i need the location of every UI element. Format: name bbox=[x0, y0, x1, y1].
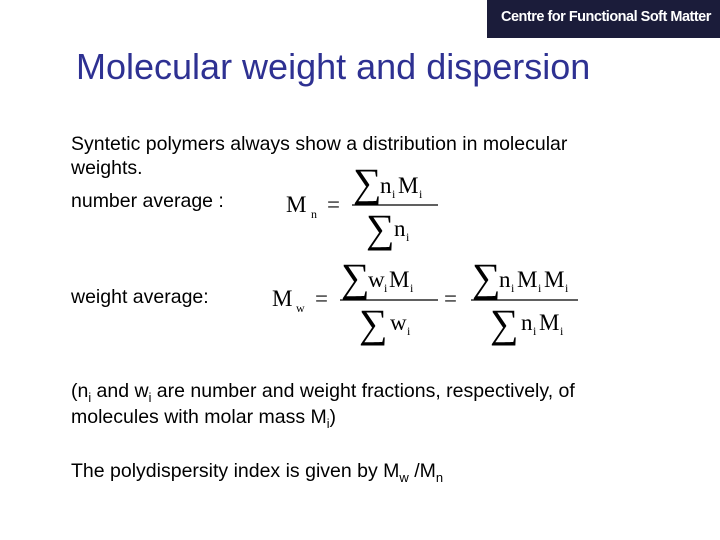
mw-f2-den-M-sub: i bbox=[560, 324, 564, 338]
fractions-note-line-2 bbox=[71, 405, 575, 431]
mn-num-M-sub: i bbox=[419, 187, 423, 201]
pdi-subscript-w: w bbox=[399, 470, 409, 485]
mn-num-n: n bbox=[380, 173, 392, 198]
note-subscript: i bbox=[148, 391, 152, 405]
mn-num-M: M bbox=[398, 173, 419, 198]
mw-f2-num-n: n bbox=[499, 267, 511, 292]
mw-f2-num-n-sub: i bbox=[511, 281, 515, 295]
note-subscript: i bbox=[326, 417, 330, 431]
mw-equals-1: = bbox=[315, 286, 328, 311]
brand-name bbox=[501, 9, 711, 25]
mw-lhs-M: M bbox=[272, 286, 293, 311]
polydispersity-text bbox=[71, 459, 443, 485]
mw-f2-num-M2-sub: i bbox=[565, 281, 569, 295]
mn-num-sigma: ∑ bbox=[353, 160, 382, 205]
pdi-prefix: The polydispersity index is given by M bbox=[71, 460, 400, 482]
weight-average-label: weight average: bbox=[71, 286, 209, 308]
brand-name-plain: Centre for bbox=[501, 9, 569, 25]
pdi-slash: /M bbox=[408, 460, 436, 482]
mw-f1-num-sigma: ∑ bbox=[341, 255, 370, 300]
mn-den-n: n bbox=[394, 216, 406, 241]
mw-equals-2: = bbox=[444, 286, 457, 311]
mw-lhs-sub: w bbox=[296, 301, 305, 315]
mn-lhs-M: M bbox=[286, 192, 307, 217]
mw-f1-num-M-sub: i bbox=[410, 281, 414, 295]
intro-line-2: weights. bbox=[71, 157, 143, 179]
intro-line-1: Syntetic polymers always show a distribution in molecular bbox=[71, 133, 568, 155]
fractions-note bbox=[71, 379, 575, 431]
mw-f1-num-M: M bbox=[389, 267, 410, 292]
number-average-formula bbox=[280, 160, 450, 250]
mw-f2-num-sigma: ∑ bbox=[472, 255, 501, 300]
note-part: are number and weight fractions, respectively, of bbox=[151, 380, 575, 402]
mw-f1-den-sigma: ∑ bbox=[359, 301, 388, 346]
mw-f1-num-w: w bbox=[368, 267, 385, 292]
brand-banner bbox=[487, 0, 720, 38]
pdi-subscript-n: n bbox=[435, 470, 444, 485]
fractions-note-line-1 bbox=[71, 379, 575, 405]
mn-den-sigma: ∑ bbox=[366, 206, 395, 251]
weight-average-formula bbox=[268, 255, 608, 345]
mw-f2-den-n: n bbox=[521, 310, 533, 335]
mw-f1-den-w-sub: i bbox=[407, 324, 411, 338]
mw-f2-den-M: M bbox=[539, 310, 560, 335]
slide-title: Molecular weight and dispersion bbox=[76, 46, 591, 87]
note-subscript: i bbox=[88, 391, 92, 405]
brand-name-bold: Functional Soft Matter bbox=[568, 9, 711, 25]
mw-f2-den-sigma: ∑ bbox=[490, 301, 519, 346]
note-part: ) bbox=[329, 406, 337, 428]
mw-f1-num-w-sub: i bbox=[384, 281, 388, 295]
mn-lhs-sub: n bbox=[311, 207, 317, 221]
note-part: molecules with molar mass M bbox=[71, 406, 327, 428]
mw-f2-num-M1-sub: i bbox=[538, 281, 542, 295]
mn-den-n-sub: i bbox=[406, 230, 410, 244]
mn-num-n-sub: i bbox=[392, 187, 396, 201]
mw-f2-den-n-sub: i bbox=[533, 324, 537, 338]
mw-f2-num-M2: M bbox=[544, 267, 565, 292]
mn-equals: = bbox=[327, 192, 340, 217]
note-part: (n bbox=[71, 380, 89, 402]
mw-f1-den-w: w bbox=[390, 310, 407, 335]
number-average-label: number average : bbox=[71, 190, 224, 212]
mw-f2-num-M1: M bbox=[517, 267, 538, 292]
note-part: and w bbox=[91, 380, 149, 402]
